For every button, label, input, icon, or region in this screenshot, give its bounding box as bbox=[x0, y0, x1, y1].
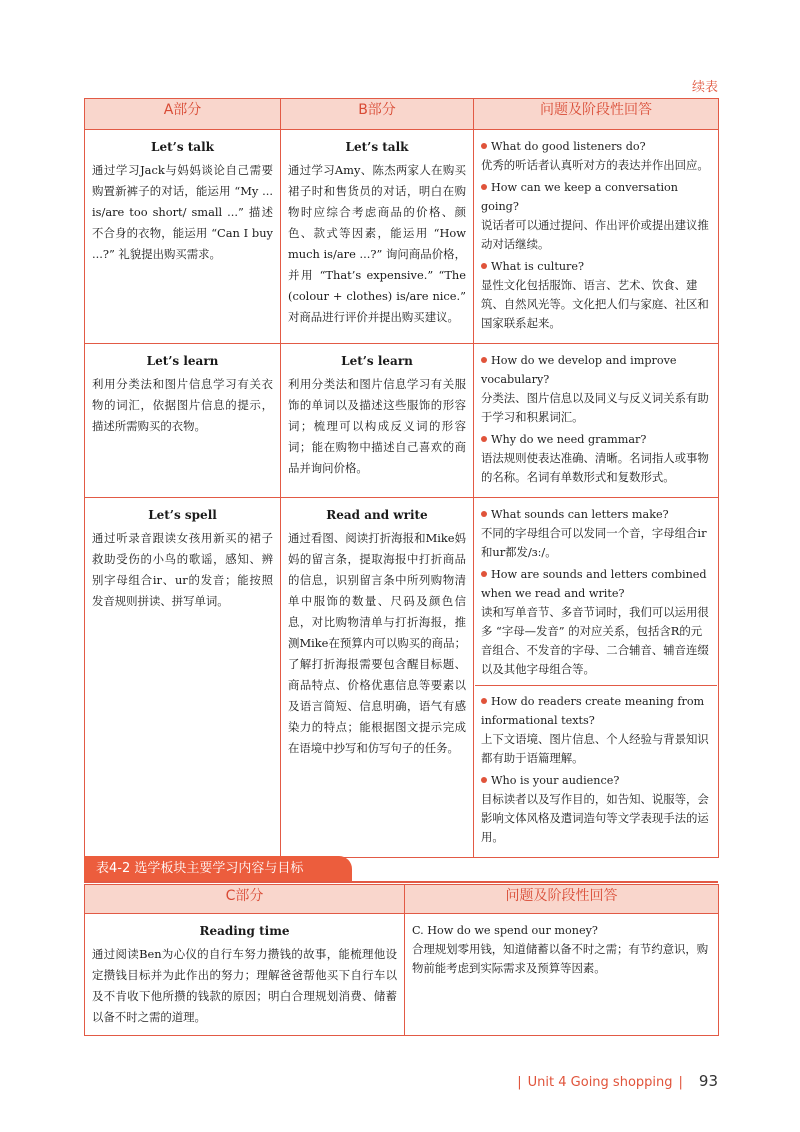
answer: 上下文语境、图片信息、个人经验与背景知识都有助于语篇理解。 bbox=[481, 732, 709, 765]
bullet-icon bbox=[481, 436, 487, 442]
answer: 语法规则使表达准确、清晰。名词指人或事物的名称。名词有单数形式和复数形式。 bbox=[481, 451, 709, 484]
table-row bbox=[85, 344, 719, 498]
optional-content-table bbox=[84, 884, 719, 1036]
question: How do readers create meaning from informational texts? bbox=[481, 695, 705, 727]
question: What do good listeners do? bbox=[491, 140, 646, 153]
header-qa: 问题及阶段性回答 bbox=[405, 885, 719, 914]
section-text: 利用分类法和图片信息学习有关衣物的词汇，依据图片信息的提示，描述所需购买的衣物。 bbox=[92, 377, 273, 433]
page-number: 93 bbox=[698, 1072, 718, 1090]
section-title: Let’s spell bbox=[148, 508, 217, 522]
question: C. How do we spend our money? bbox=[412, 924, 598, 937]
section-text: 通过阅读Ben为心仪的自行车努力攒钱的故事，能梳理他设定攒钱目标并为此作出的努力；理解爸爸帮他买下自行车以及不肯收下他所攒的钱款的原因；明白合理规划消费、储蓄以备不时之需的道理。 bbox=[92, 947, 397, 1024]
question: How are sounds and letters combined when we read and write? bbox=[481, 568, 707, 600]
question: How can we keep a conversation going? bbox=[481, 181, 678, 213]
header-part-b: B部分 bbox=[281, 99, 474, 130]
answer: 目标读者以及写作目的，如告知、说服等，会影响文体风格及遣词造句等文学表现手法的运用。 bbox=[481, 792, 709, 844]
question: Who is your audience? bbox=[491, 774, 620, 787]
answer: 合理规划零用钱，知道储蓄以备不时之需；有节约意识，购物前能考虑到实际需求及预算等因素。 bbox=[412, 942, 709, 975]
section-title: Let’s talk bbox=[151, 140, 214, 154]
header-part-a: A部分 bbox=[85, 99, 281, 130]
header-qa: 问题及阶段性回答 bbox=[474, 99, 719, 130]
divider bbox=[475, 685, 717, 686]
section-title: Read and write bbox=[326, 508, 428, 522]
section-title: Let’s talk bbox=[345, 140, 409, 154]
table-row bbox=[85, 914, 719, 1036]
answer: 读和写单音节、多音节词时，我们可以运用很多 “字母—发音” 的对应关系，包括含R的元音组合、不发音的字母、二合辅音、辅音连缀以及其他字母组合等。 bbox=[481, 605, 709, 676]
table-row bbox=[85, 498, 719, 858]
answer: 不同的字母组合可以发同一个音，字母组合ir和ur都发/ɜː/。 bbox=[481, 526, 707, 559]
answer: 显性文化包括服饰、语言、艺术、饮食、建筑、自然风光等。文化把人们与家庭、社区和国家联系起来。 bbox=[481, 278, 709, 330]
bullet-icon bbox=[481, 571, 487, 577]
table-row bbox=[85, 130, 719, 344]
continued-label: 续表 bbox=[691, 80, 718, 95]
bullet-icon bbox=[481, 184, 487, 190]
section-title: Let’s learn bbox=[146, 354, 219, 368]
section-text: 通过学习Jack与妈妈谈论自己需要购置新裤子的对话，能运用 “My ... is/are too short/ small ...” 描述不合身的衣物，能运用 “Can I buy ...?” 礼貌提出购买需求。 bbox=[92, 163, 273, 261]
question: What is culture? bbox=[491, 260, 585, 273]
bullet-icon bbox=[481, 143, 487, 149]
question: How do we develop and improve vocabulary? bbox=[481, 354, 677, 386]
bullet-icon bbox=[481, 777, 487, 783]
section-text: 通过看图、阅读打折海报和Mike妈妈的留言条，提取海报中打折商品的信息，识别留言条中所列购物清单中服饰的数量、尺码及颜色信息，对比购物清单与打折海报，推测Mike在预算内可以购买的商品；了解打折海报需要包含醒目标题、商品特点、价格优惠信息等要素以及语言简短、信息明确，语气有感染力的特点；能根据图文提示完成在语境中抄写和仿写句子的任务。 bbox=[288, 531, 466, 755]
section-text: 通过学习Amy、陈杰两家人在购买裙子时和售货员的对话，明白在购物时应综合考虑商品的价格、颜色、款式等因素，能运用 “How much is/are ...?” 询问商品价格，并用 “That’s expensive.” “The (colour + clothes) is/are nice.” 对商品进行评价并提出购买建议。 bbox=[288, 163, 466, 324]
table-caption-banner: 表4-2 选学板块主要学习内容与目标 bbox=[84, 856, 352, 882]
section-text: 利用分类法和图片信息学习有关服饰的单词以及描述这些服饰的形容词；梳理可以构成反义词的形容词；能在购物中描述自己喜欢的商品并询问价格。 bbox=[288, 377, 466, 475]
question: What sounds can letters make? bbox=[491, 508, 669, 521]
bullet-icon bbox=[481, 698, 487, 704]
unit-title: Unit 4 Going shopping bbox=[527, 1075, 673, 1090]
divider bbox=[84, 881, 718, 883]
header-part-c: C部分 bbox=[85, 885, 405, 914]
answer: 分类法、图片信息以及同义与反义词关系有助于学习和积累词汇。 bbox=[481, 391, 709, 424]
bullet-icon bbox=[481, 511, 487, 517]
section-text: 通过听录音跟读女孩用新买的裙子救助受伤的小鸟的歌谣，感知、辨别字母组合ir、ur的发音；能按照发音规则拼读、拼写单词。 bbox=[92, 531, 273, 608]
main-content-table bbox=[84, 98, 719, 858]
answer: 优秀的听话者认真听对方的表达并作出回应。 bbox=[481, 158, 709, 172]
answer: 说话者可以通过提问、作出评价或提出建议推动对话继续。 bbox=[481, 218, 709, 251]
page-footer: | Unit 4 Going shopping | 93 bbox=[517, 1072, 718, 1090]
question: Why do we need grammar? bbox=[491, 433, 647, 446]
bullet-icon bbox=[481, 357, 487, 363]
bullet-icon bbox=[481, 263, 487, 269]
section-title: Reading time bbox=[199, 924, 290, 938]
section-title: Let’s learn bbox=[341, 354, 413, 368]
